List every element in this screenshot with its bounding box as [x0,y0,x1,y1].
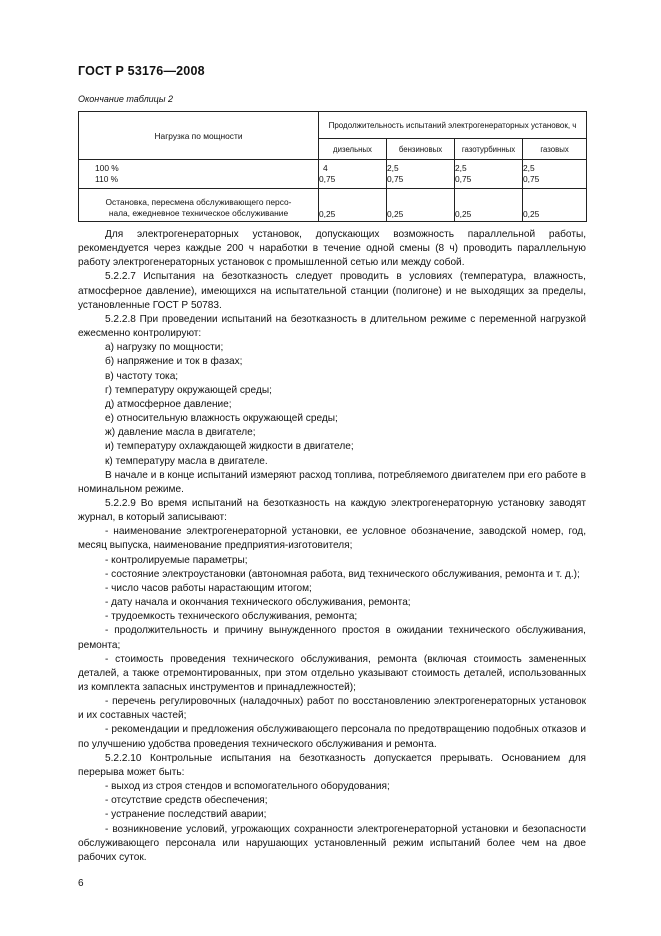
row-label [79,189,319,222]
cell-value: 0,75 [455,174,472,184]
body-text [78,228,586,865]
paragraph: 5.2.2.9 Во время испытаний на безотказность на каждую электрогенераторную установку заводят журнал, в который записывают: [78,497,586,524]
paragraph: - стоимость проведения технического обслуживания, ремонта (включая стоимость замененных деталей, а также отремонтированных, при этом отдельно указывают стоимость деталей, использованных из комплекта запасных инструментов и принадлежностей); [78,653,586,693]
cell-value: 0,75 [523,174,540,184]
paragraph: Для электрогенераторных установок, допускающих возможность параллельной работы, рекомендуется через каждые 200 ч наработки в течение одной смены (8 ч) проводить параллельную работу электрогенераторных установок с промышленной сетью или между собой. [78,229,586,269]
header-duration: Продолжительность испытаний электрогенераторных установок, ч [319,112,587,139]
cell-gas [523,160,587,189]
paragraph: - наименование электрогенераторной установки, ее условное обозначение, заводской номер, год, месяц выпуска, наименование предприятия-изготовителя; [78,526,586,552]
list-item: а) нагрузку по мощности; [105,342,224,354]
subheader-gas: газовых [523,139,587,160]
paragraph: - выход из строя стендов и вспомогательного оборудования; [105,781,390,793]
paragraph: - состояние электроустановки (автономная работа, вид технического обслуживания, ремонта и т. д.); [105,568,580,580]
cell-gas-turbine [455,160,523,189]
paragraph: - дату начала и окончания технического обслуживания, ремонта; [105,597,411,609]
paragraph: - возникновение условий, угрожающих сохранности электрогенераторной установки и безопасности обслуживающего персонала или нарушающих установленный режим испытаний более чем на двое рабочих суток. [78,823,586,863]
table-caption: Окончание таблицы 2 [78,94,173,104]
list-item: д) атмосферное давление; [105,398,232,410]
page-number: 6 [78,878,84,889]
list-item: к) температуру масла в двигателе. [105,455,268,467]
cell-petrol: 0,25 [387,189,455,222]
list-item: ж) давление масла в двигателе; [105,427,256,439]
paragraph: - число часов работы нарастающим итогом; [105,582,312,594]
cell-value: 4 [323,163,328,173]
paragraph: - устранение последствий аварии; [105,809,267,821]
subheader-diesel: дизельных [319,139,387,160]
paragraph: 5.2.2.7 Испытания на безотказность следует проводить в условиях (температура, влажность, атмосферное давление), имеющихся на испытательной станции (полигоне) и не выходящих за пределы, установленные ГОСТ Р 50783. [78,271,586,311]
paragraph: 5.2.2.10 Контрольные испытания на безотказность допускается прерывать. Основанием для перерыва может быть: [78,752,586,778]
paragraph: - контролируемые параметры; [105,554,248,566]
cell-value: 2,5 [455,163,467,173]
label-line: Остановка, пересмена обслуживающего персо- [105,197,292,207]
list-item: и) температуру охлаждающей жидкости в двигателе; [105,441,354,453]
label-line: нала, ежедневное техническое обслуживание [108,208,289,218]
paragraph: - перечень регулировочных (наладочных) работ по восстановлению электрогенераторных установок и их составных частей; [78,696,586,722]
standard-title: ГОСТ Р 53176—2008 [78,64,205,78]
list-item: б) напряжение и ток в фазах; [105,356,243,368]
label-line: 110 % [95,174,119,184]
paragraph: - отсутствие средств обеспечения; [105,795,268,807]
cell-diesel [319,160,387,189]
subheader-gas-turbine: газотурбинных [455,139,523,160]
paragraph: 5.2.2.8 При проведении испытаний на безотказность в длительном режиме с переменной нагрузкой ежесменно контролируют: [78,313,586,340]
cell-value: 2,5 [523,163,535,173]
cell-diesel: 0,25 [319,189,387,222]
table-row [79,160,587,189]
list-item: г) температуру окружающей среды; [105,384,272,396]
subheader-petrol: бензиновых [387,139,455,160]
cell-petrol [387,160,455,189]
cell-value: 2,5 [387,163,399,173]
cell-gas: 0,25 [523,189,587,222]
list-item: в) частоту тока; [105,370,179,382]
paragraph: - рекомендации и предложения обслуживающего персонала по предотвращению подобных отказов и по улучшению удобства проведения технического обслуживания и ремонта. [78,724,586,750]
row-label [79,160,319,189]
list-item: е) относительную влажность окружающей среды; [105,413,338,425]
table-row [79,189,587,222]
cell-value: 0,75 [319,174,336,184]
cell-gas-turbine: 0,25 [455,189,523,222]
paragraph: В начале и в конце испытаний измеряют расход топлива, потребляемого двигателем при его работе в номинальном режиме. [78,469,586,495]
paragraph: - продолжительность и причину вынужденного простоя в ожидании технического обслуживания, ремонта; [78,625,586,651]
cell-value: 0,75 [387,174,404,184]
duration-table [78,111,587,222]
label-line: 100 % [95,163,119,173]
header-load: Нагрузка по мощности [79,112,319,160]
paragraph: - трудоемкость технического обслуживания, ремонта; [105,611,358,623]
